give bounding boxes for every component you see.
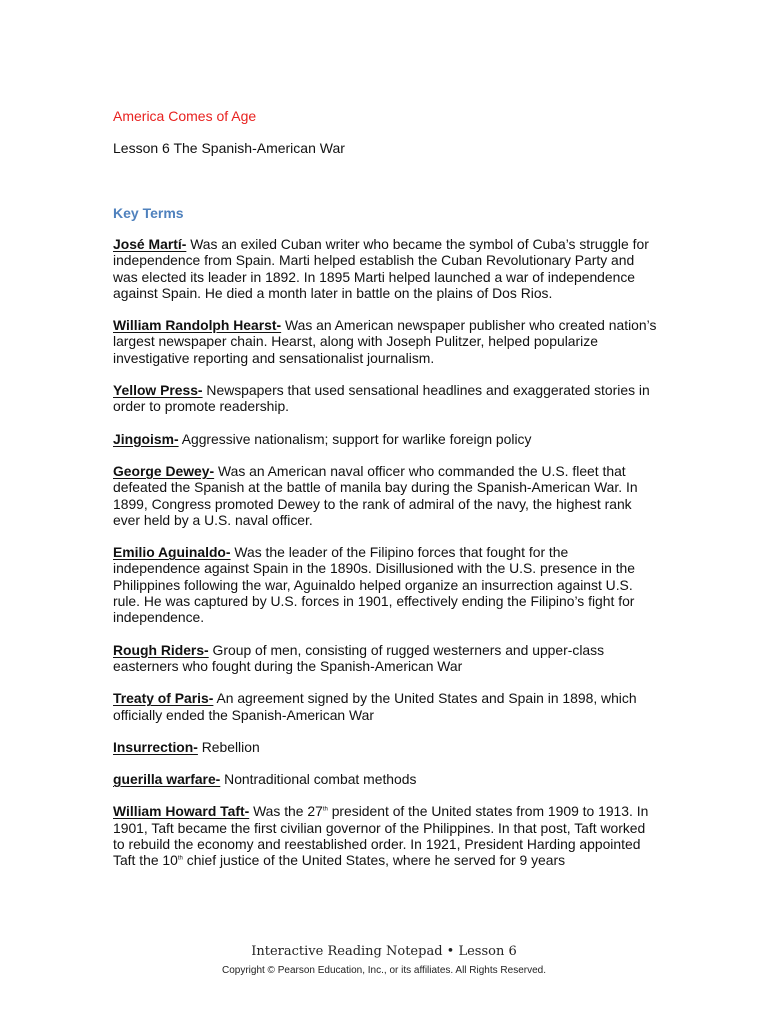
term-definition: An agreement signed by the United States and Spain in 1898, which officially ended the Spanish-American War bbox=[113, 690, 637, 723]
term-definition-part: chief justice of the United States, where he served for 9 years bbox=[182, 852, 566, 869]
footer-copyright: Copyright © Pearson Education, Inc., or its affiliates. All Rights Reserved. bbox=[221, 965, 546, 976]
term-yellow-press bbox=[113, 382, 658, 415]
term-definition: Newspapers that used sensational headlines and exaggerated stories in order to promote readership. bbox=[113, 382, 650, 415]
term-definition: Was the leader of the Filipino forces that fought for the independence against Spain in the 1890s. Disillusioned with the U.S. presence in the Philippines following the war, Aguinaldo helped organize an insurrection against U.S. rule. He was captured by U.S. forces in 1901, effectively ending the Filipino’s fight for independence. bbox=[113, 544, 636, 626]
term-treaty-of-paris bbox=[113, 690, 658, 723]
lesson-title: Lesson 6 The Spanish-American War bbox=[113, 140, 345, 156]
term-name: Yellow Press- bbox=[113, 382, 203, 399]
term-name: Emilio Aguinaldo- bbox=[113, 544, 231, 561]
term-name: Insurrection- bbox=[113, 738, 198, 755]
term-definition: Was an American naval officer who commanded the U.S. fleet that defeated the Spanish at the battle of manila bay during the Spanish-American War. In 1899, Congress promoted Dewey to the rank of admiral of the navy, the highest rank ever held by a U.S. naval officer. bbox=[113, 462, 638, 528]
term-name: Jingoism- bbox=[113, 430, 179, 447]
footer-title: Interactive Reading Notepad • Lesson 6 bbox=[251, 944, 517, 959]
term-rough-riders bbox=[113, 642, 658, 675]
term-name: guerilla warfare- bbox=[113, 771, 221, 788]
term-jingoism bbox=[113, 431, 658, 447]
term-jose-marti bbox=[113, 236, 658, 301]
term-name: William Howard Taft- bbox=[113, 803, 250, 820]
term-definition: Was an American newspaper publisher who created nation’s largest newspaper chain. Hearst, along with Joseph Pulitzer, helped popularize investigative reporting and sensationalist journalism. bbox=[113, 317, 657, 366]
term-definition: Was an exiled Cuban writer who became the symbol of Cuba’s struggle for independence from Spain. Marti helped establish the Cuban Revolutionary Party and was elected its leader in 1892. In 1895 Marti helped launched a war of independence against Spain. He died a month later in battle on the plains of Dos Rios. bbox=[113, 236, 649, 301]
term-definition-part: president of the United states from 1909 to 1913. In 1901, Taft became the first civilian governor of the Philippines. In that post, Taft worked to rebuild the economy and reestablished order. In 1921, President Harding appointed Taft the 10 bbox=[113, 803, 649, 869]
term-william-howard-taft bbox=[113, 803, 658, 868]
key-terms-heading: Key Terms bbox=[113, 205, 184, 221]
term-name: George Dewey- bbox=[113, 462, 215, 479]
ordinal-suffix: th bbox=[322, 806, 328, 813]
term-george-dewey bbox=[113, 463, 658, 528]
term-name: Treaty of Paris- bbox=[113, 690, 214, 707]
term-emilio-aguinaldo bbox=[113, 544, 658, 625]
term-definition-part: Was the 27 bbox=[249, 803, 323, 820]
term-definition: Aggressive nationalism; support for warlike foreign policy bbox=[178, 430, 532, 447]
term-name: William Randolph Hearst- bbox=[113, 317, 282, 334]
term-definition: Nontraditional combat methods bbox=[220, 771, 417, 788]
term-name: José Martí- bbox=[113, 236, 187, 252]
term-insurrection bbox=[113, 739, 658, 755]
ordinal-suffix: th bbox=[177, 855, 183, 862]
document-title: America Comes of Age bbox=[113, 108, 257, 124]
key-terms-list bbox=[113, 236, 658, 885]
term-william-randolph-hearst bbox=[113, 317, 658, 366]
term-guerilla-warfare bbox=[113, 771, 658, 787]
term-name: Rough Riders- bbox=[113, 641, 209, 658]
term-definition: Rebellion bbox=[197, 738, 260, 755]
term-definition: Group of men, consisting of rugged westerners and upper-class easterners who fought during the Spanish-American War bbox=[113, 641, 605, 674]
